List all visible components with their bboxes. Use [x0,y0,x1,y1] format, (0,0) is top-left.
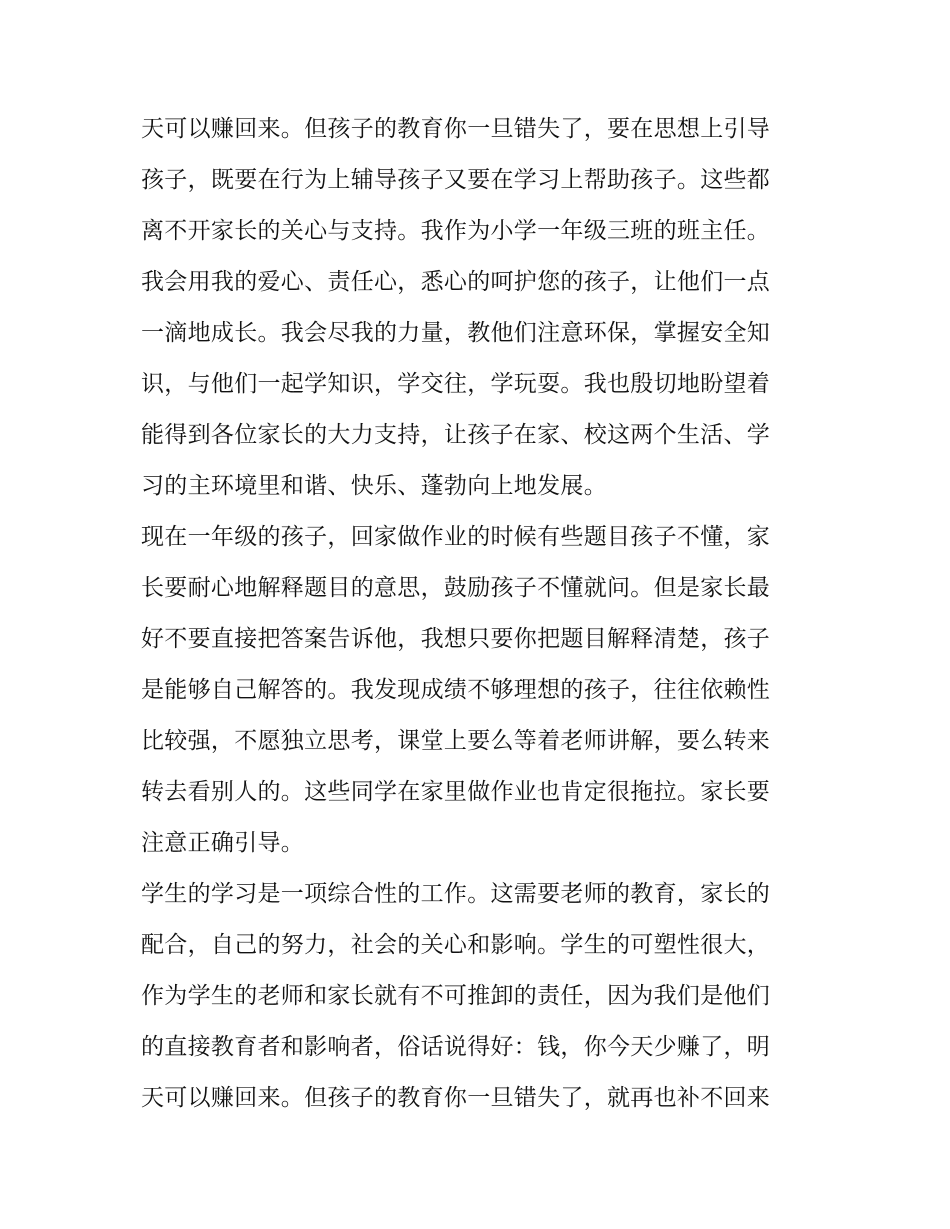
text-line: 孩子，既要在行为上辅导孩子又要在学习上帮助孩子。这些都 [141,167,771,193]
text-line: 我会用我的爱心、责任心，悉心的呵护您的孩子，让他们一点 [141,269,771,295]
text-line: 比较强，不愿独立思考，课堂上要么等着老师讲解，要么转来 [141,728,771,754]
text-line: 好不要直接把答案告诉他，我想只要你把题目解释清楚，孩子 [141,626,771,652]
text-line: 识，与他们一起学知识，学交往，学玩耍。我也殷切地盼望着 [141,371,771,397]
text-line: 一滴地成长。我会尽我的力量，教他们注意环保，掌握安全知 [141,320,771,346]
text-line: 的直接教育者和影响者，俗话说得好：钱，你今天少赚了，明 [141,1034,771,1060]
text-line: 天可以赚回来。但孩子的教育你一旦错失了，就再也补不回来 [141,1085,771,1111]
text-line: 能得到各位家长的大力支持，让孩子在家、校这两个生活、学 [141,422,771,448]
text-line: 现在一年级的孩子，回家做作业的时候有些题目孩子不懂，家 [141,524,771,550]
text-line: 作为学生的老师和家长就有不可推卸的责任，因为我们是他们 [141,983,771,1009]
document-body [141,104,821,1124]
text-line: 离不开家长的关心与支持。我作为小学一年级三班的班主任。 [141,218,771,244]
text-line: 转去看别人的。这些同学在家里做作业也肯定很拖拉。家长要 [141,779,771,805]
text-line: 习的主环境里和谐、快乐、蓬勃向上地发展。 [141,473,607,499]
text-line: 注意正确引导。 [141,830,305,856]
text-line: 长要耐心地解释题目的意思，鼓励孩子不懂就问。但是家长最 [141,575,771,601]
text-line: 是能够自己解答的。我发现成绩不够理想的孩子，往往依赖性 [141,677,771,703]
text-line: 配合，自己的努力，社会的关心和影响。学生的可塑性很大， [141,932,771,958]
text-line: 天可以赚回来。但孩子的教育你一旦错失了，要在思想上引导 [141,116,771,142]
text-line: 学生的学习是一项综合性的工作。这需要老师的教育，家长的 [141,881,771,907]
